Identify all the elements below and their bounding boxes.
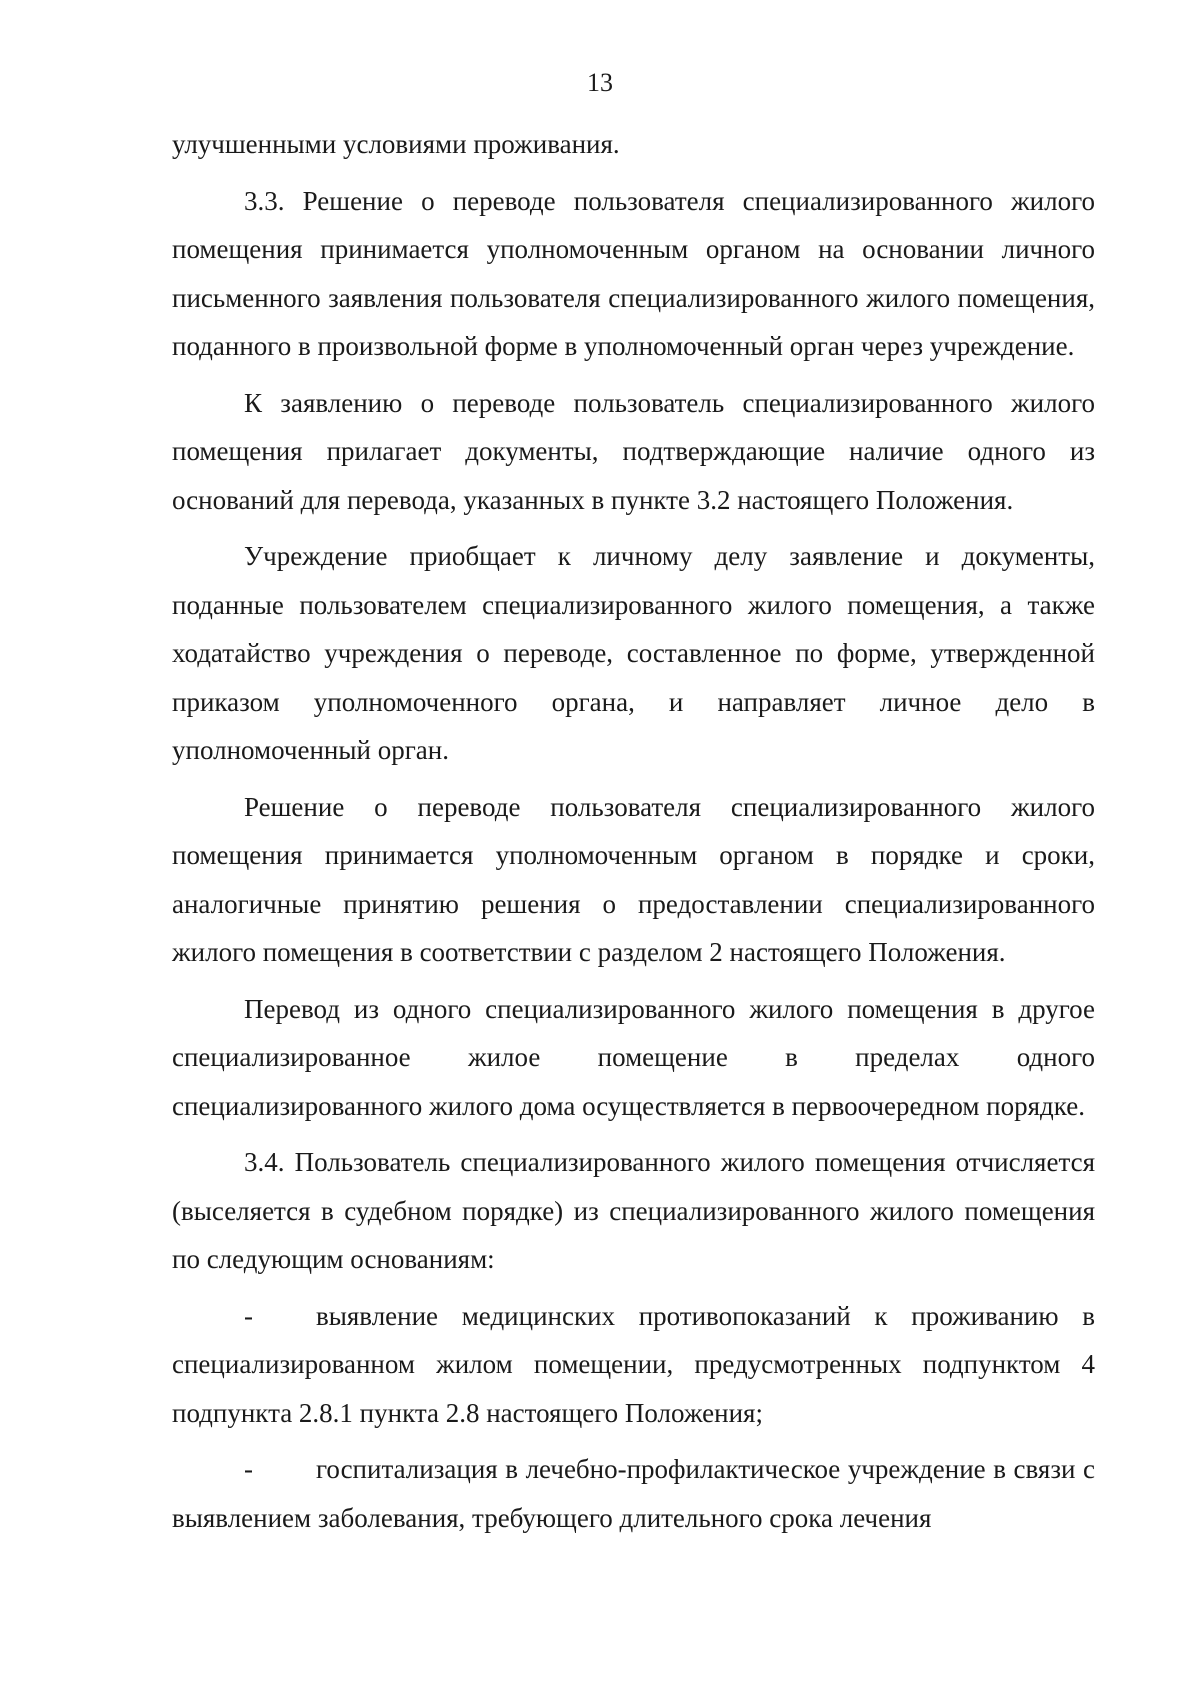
paragraph-continuation: улучшенными условиями проживания. (172, 129, 620, 159)
dash-marker: - (244, 1454, 253, 1484)
document-body (172, 120, 1095, 1542)
dash-marker: - (244, 1300, 253, 1331)
paragraph-institution-petition: Учреждение приобщает к личному делу заявление и документы, поданные пользователем специализированного жилого помещения, а также ходатайство учреждения о переводе, составленное по форме, утвержденной приказом уполномоченного органа, и направляет личное дело в уполномоченный орган. (172, 541, 1095, 765)
paragraph-3-3: 3.3. Решение о переводе пользователя специализированного жилого помещения принимается уполномоченным органом на основании личного письменного заявления пользователя специализированного жилого помещения, поданного в произвольной форме в уполномоченный орган через учреждение. (172, 185, 1095, 361)
paragraph-3-4: 3.4. Пользователь специализированного жилого помещения отчисляется (выселяется в судебном порядке) из специализированного жилого помещения по следующим основаниям: (172, 1147, 1095, 1274)
list-item-text: госпитализация в лечебно-профилактическое учреждение в связи с выявлением заболевания, требующего длительного срока лечения (172, 1454, 1095, 1533)
page-number: 13 (587, 68, 613, 97)
paragraph-application-documents: К заявлению о переводе пользователь специализированного жилого помещения прилагает документы, подтверждающие наличие одного из оснований для перевода, указанных в пункте 3.2 настоящего Положения. (172, 387, 1095, 515)
paragraph-transfer-decision: Решение о переводе пользователя специализированного жилого помещения принимается уполномоченным органом в порядке и сроки, аналогичные принятию решения о предоставлении специализированного жилого помещения в соответствии с разделом 2 настоящего Положения. (172, 791, 1095, 967)
list-item-text: выявление медицинских противопоказаний к проживанию в специализированном жилом помещении, предусмотренных подпунктом 4 подпункта 2.8.1 пункта 2.8 настоящего Положения; (172, 1300, 1095, 1428)
list-item-medical-contraindications (172, 1292, 1095, 1438)
paragraph-priority-transfer: Перевод из одного специализированного жилого помещения в другое специализированное жилое помещение в пределах одного специализированного жилого дома осуществляется в первоочередном порядке. (172, 993, 1095, 1121)
list-item-hospitalization (172, 1445, 1095, 1542)
